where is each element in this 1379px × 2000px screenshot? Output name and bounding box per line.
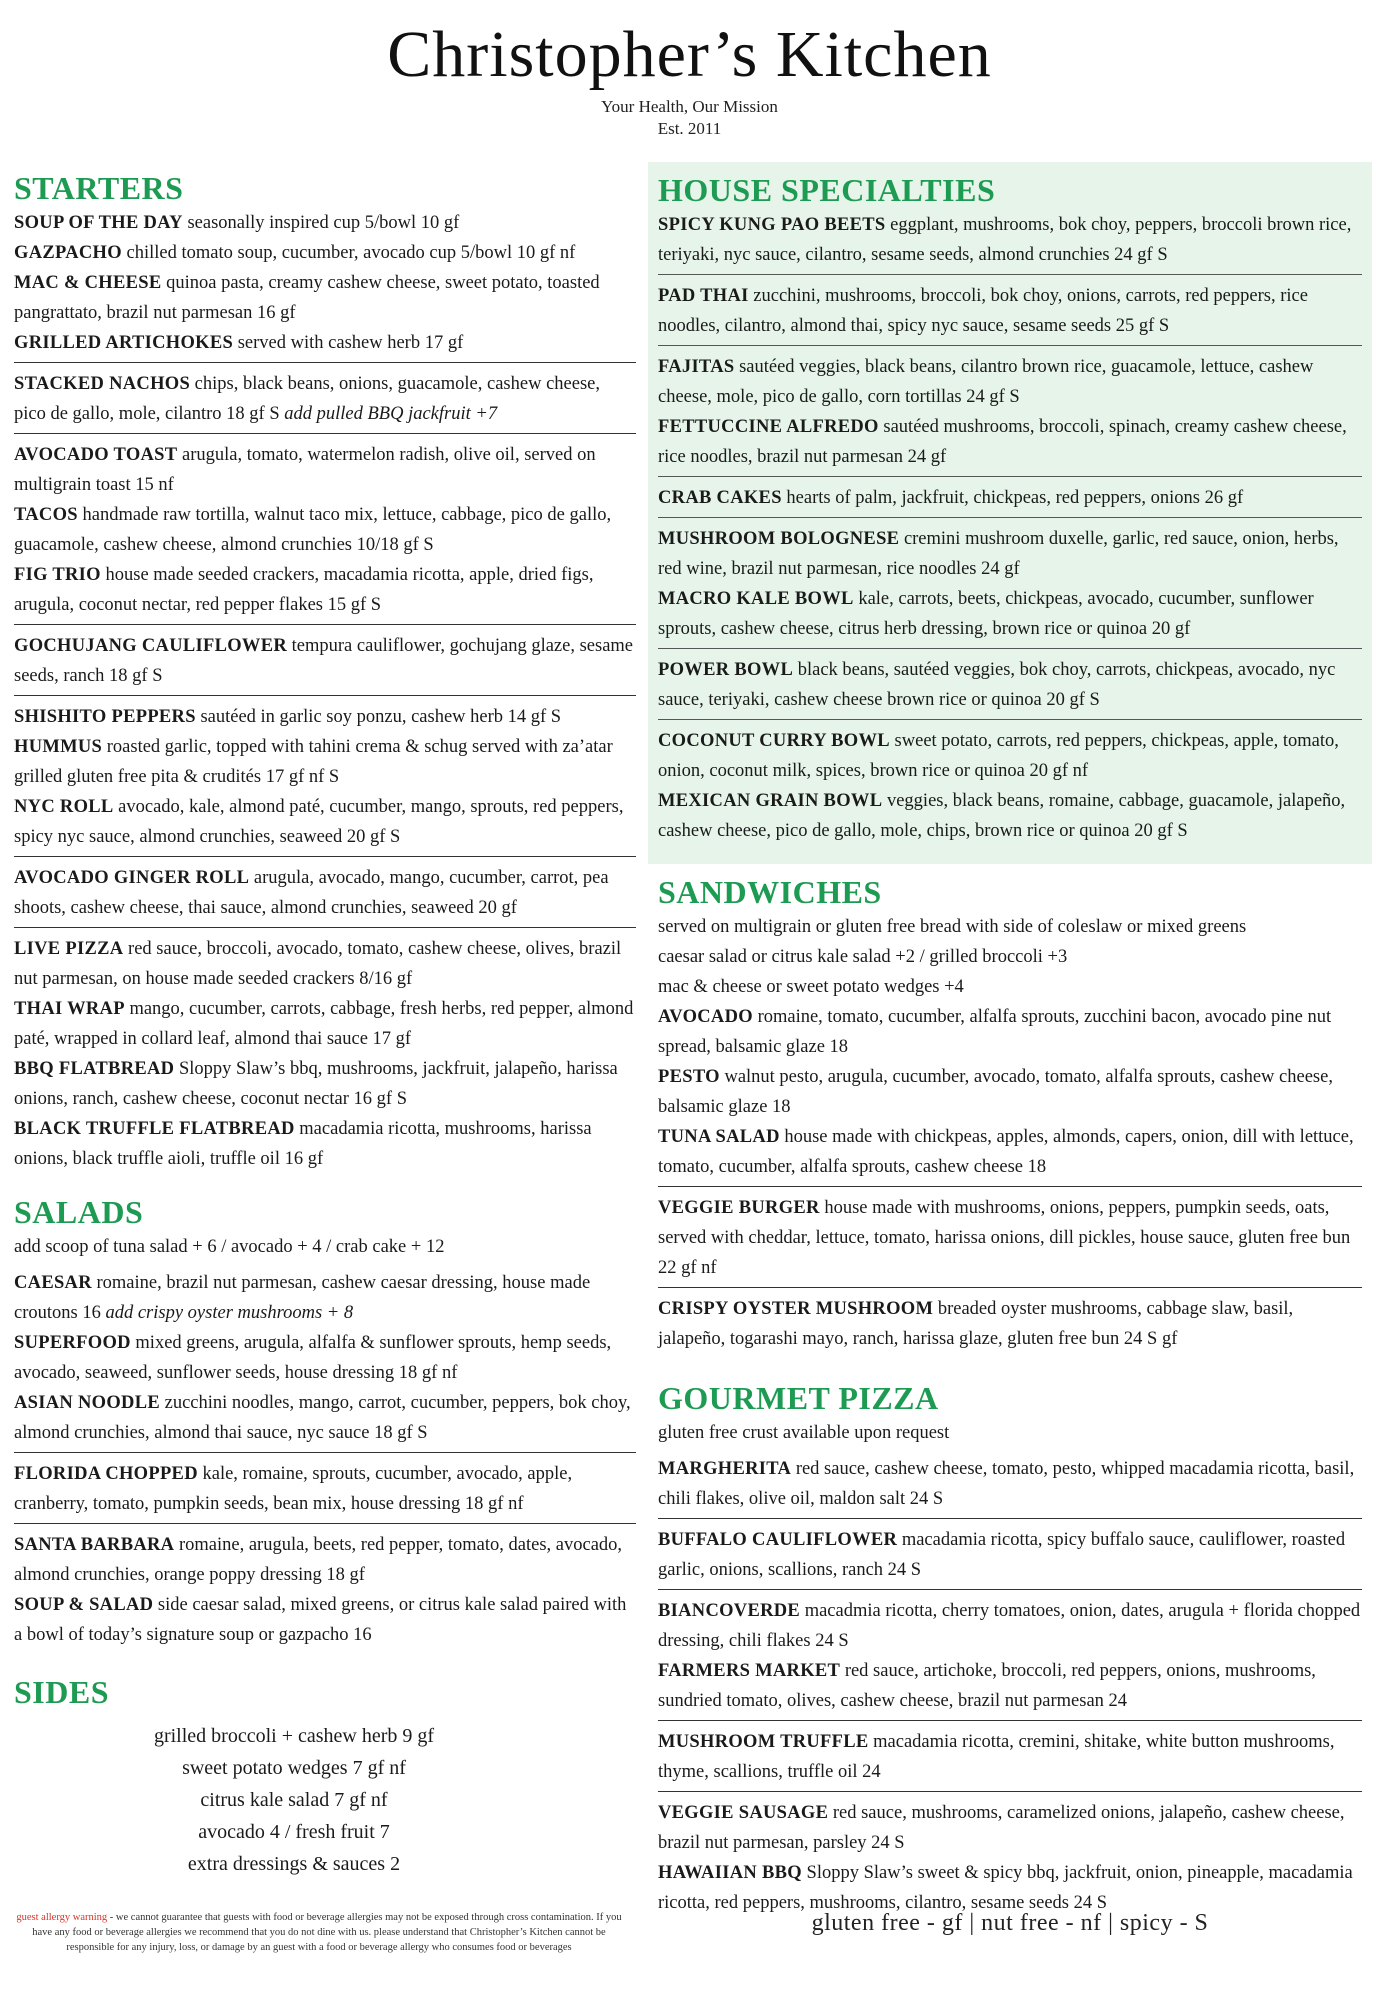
menu-item-name: GAZPACHO (14, 243, 122, 263)
menu-item-name: SANTA BARBARA (14, 1535, 175, 1555)
menu-block (658, 524, 1362, 649)
allergy-warning-label: guest allergy warning (16, 1912, 108, 1923)
menu-block (14, 863, 636, 928)
menu-item (14, 238, 636, 268)
menu-item (658, 412, 1362, 472)
menu-block (14, 369, 636, 434)
menu-item-name: TACOS (14, 505, 78, 525)
menu-header (0, 0, 1379, 140)
menu-item-description: cremini mushroom duxelle, garlic, red sauce, onion, herbs, red wine, brazil nut parmesan, rice noodles 24 gf (658, 529, 1339, 579)
menu-item (14, 208, 636, 238)
dietary-legend: gluten free - gf | nut free - nf | spicy - S (811, 1910, 1209, 1936)
salads-addons: add scoop of tuna salad + 6 / avocado + 4 / crab cake + 12 (14, 1237, 445, 1257)
menu-item-description: served with cashew herb 17 gf (233, 333, 464, 353)
menu-item-name: COCONUT CURRY BOWL (658, 731, 890, 751)
menu-item (14, 1114, 636, 1174)
menu-item-name: FETTUCCINE ALFREDO (658, 417, 879, 437)
menu-item-name: PAD THAI (658, 286, 749, 306)
menu-block (14, 440, 636, 625)
menu-block (658, 1454, 1362, 1519)
menu-item-name: CRAB CAKES (658, 488, 782, 508)
menu-item (14, 994, 636, 1054)
menu-block (658, 352, 1362, 477)
menu-item-name: MEXICAN GRAIN BOWL (658, 791, 883, 811)
menu-item-name: MAC & CHEESE (14, 273, 162, 293)
menu-item-name: AVOCADO GINGER ROLL (14, 868, 250, 888)
menu-item (14, 560, 636, 620)
menu-block (658, 1193, 1362, 1288)
menu-item-description: chips, black beans, onions, guacamole, cashew cheese, pico de gallo, mole, cilantro 18 gf S (14, 374, 600, 424)
menu-item (658, 210, 1362, 270)
menu-item (658, 1798, 1362, 1858)
pizza-title: GOURMET PIZZA (658, 1380, 939, 1416)
menu-item (14, 702, 636, 732)
menu-item-name: FAJITAS (658, 357, 735, 377)
menu-item (658, 1062, 1362, 1122)
specialties-title: HOUSE SPECIALTIES (658, 172, 996, 208)
menu-item-description: quinoa pasta, creamy cashew cheese, sweet potato, toasted pangrattato, brazil nut parmesan 16 gf (14, 273, 600, 323)
menu-item-description: kale, romaine, sprouts, cucumber, avocado, apple, cranberry, tomato, pumpkin seeds, bean mix, house dressing 18 gf nf (14, 1464, 573, 1514)
menu-item-description: breaded oyster mushrooms, cabbage slaw, basil, jalapeño, togarashi mayo, ranch, harissa glaze, gluten free bun 24 S gf (658, 1299, 1294, 1349)
menu-item (658, 1858, 1362, 1918)
menu-item-description: macadamia ricotta, cremini, shitake, white button mushrooms, thyme, scallions, truffle oil 24 (658, 1732, 1335, 1782)
menu-item-name: BIANCOVERDE (658, 1601, 801, 1621)
menu-item-description: eggplant, mushrooms, bok choy, peppers, broccoli brown rice, teriyaki, nyc sauce, cilantro, sesame seeds, almond crunchies 24 gf S (658, 215, 1352, 265)
right-column (648, 162, 1372, 1922)
established-year: Est. 2011 (657, 119, 722, 138)
menu-item (658, 584, 1362, 644)
menu-item-description: sautéed veggies, black beans, cilantro brown rice, guacamole, lettuce, cashew cheese, mole, pico de gallo, corn tortillas 24 gf S (658, 357, 1314, 407)
menu-item-name: TUNA SALAD (658, 1127, 780, 1147)
menu-item-description: roasted garlic, topped with tahini crema & schug served with za’atar grilled gluten free pita & crudités 17 gf nf S (14, 737, 613, 787)
menu-item (14, 1328, 636, 1388)
salads-title: SALADS (14, 1194, 144, 1230)
menu-item-description: romaine, arugula, beets, red pepper, tomato, dates, avocado, almond crunchies, orange poppy dressing 18 gf (14, 1535, 623, 1585)
menu-item (14, 1054, 636, 1114)
menu-block (14, 1459, 636, 1524)
menu-item-name: MUSHROOM BOLOGNESE (658, 529, 900, 549)
menu-item (658, 726, 1362, 786)
menu-item-description: macadmia ricotta, cherry tomatoes, onion, dates, arugula + florida chopped dressing, chili flakes 24 S (658, 1601, 1361, 1651)
menu-item (14, 792, 636, 852)
menu-block (658, 1294, 1362, 1358)
menu-item (658, 1656, 1362, 1716)
menu-item-name: GRILLED ARTICHOKES (14, 333, 234, 353)
menu-item-description: zucchini noodles, mango, carrot, cucumber, peppers, bok choy, almond crunchies, almond thai sauce, nyc sauce 18 gf S (14, 1393, 631, 1443)
menu-item-description: zucchini, mushrooms, broccoli, bok choy, onions, carrots, red peppers, rice noodles, cilantro, almond thai, spicy nyc sauce, sesame seeds 25 gf S (658, 286, 1308, 336)
menu-item (14, 1388, 636, 1448)
menu-item-description: veggies, black beans, romaine, cabbage, guacamole, jalapeño, cashew cheese, pico de gallo, mole, chips, brown rice or quinoa 20 gf S (658, 791, 1346, 841)
menu-item-name: VEGGIE BURGER (658, 1198, 820, 1218)
menu-block (658, 726, 1362, 850)
pizza-intro: gluten free crust available upon request (658, 1423, 950, 1443)
pizza-list (658, 1454, 1362, 1922)
menu-block (14, 631, 636, 696)
menu-block (658, 210, 1362, 275)
starters-list (14, 208, 636, 1178)
menu-item-description: macadamia ricotta, mushrooms, harissa onions, black truffle aioli, truffle oil 16 gf (14, 1119, 592, 1169)
menu-item-name: FIG TRIO (14, 565, 101, 585)
menu-item-description: macadamia ricotta, spicy buffalo sauce, cauliflower, roasted garlic, onions, scallions, ranch 24 S (658, 1530, 1346, 1580)
menu-item-name: HAWAIIAN BBQ (658, 1863, 802, 1883)
menu-item (14, 268, 636, 328)
sides-title: SIDES (14, 1674, 109, 1710)
menu-item-name: SOUP & SALAD (14, 1595, 154, 1615)
sandwiches-intro-line: served on multigrain or gluten free bread with side of coleslaw or mixed greens (658, 917, 1247, 937)
menu-item (14, 1590, 636, 1650)
sandwiches-intro (658, 912, 1362, 1002)
menu-item-name: STACKED NACHOS (14, 374, 191, 394)
menu-item (14, 863, 636, 923)
sandwiches-list (658, 1002, 1362, 1358)
menu-block (14, 934, 636, 1178)
menu-item-description: red sauce, artichoke, broccoli, red peppers, onions, mushrooms, sundried tomato, olives, cashew cheese, brazil nut parmesan 24 (658, 1661, 1316, 1711)
menu-item-description: romaine, brazil nut parmesan, cashew caesar dressing, house made croutons 16 (14, 1273, 591, 1323)
house-specialties-panel (648, 162, 1372, 864)
menu-item-description: Sloppy Slaw’s sweet & spicy bbq, jackfruit, onion, pineapple, macadamia ricotta, red peppers, mushrooms, cilantro, sesame seeds 24 S (658, 1863, 1353, 1913)
menu-item-name: NYC ROLL (14, 797, 114, 817)
left-column (14, 168, 636, 1955)
menu-item (658, 1122, 1362, 1182)
menu-item (14, 369, 636, 429)
menu-item-name: VEGGIE SAUSAGE (658, 1803, 829, 1823)
menu-item-description: mango, cucumber, carrots, cabbage, fresh herbs, red pepper, almond paté, wrapped in collard leaf, almond thai sauce 17 gf (14, 999, 634, 1049)
menu-item-name: MACRO KALE BOWL (658, 589, 854, 609)
menu-item (14, 1530, 636, 1590)
menu-item (658, 1294, 1362, 1354)
menu-block (14, 1268, 636, 1453)
menu-item-description: house made with mushrooms, onions, peppers, pumpkin seeds, oats, served with cheddar, lettuce, tomato, harissa onions, dill pickles, house sauce, gluten free bun 22 gf nf (658, 1198, 1351, 1278)
menu-item-description: side caesar salad, mixed greens, or citrus kale salad paired with a bowl of today’s signature soup or gazpacho 16 (14, 1595, 627, 1645)
menu-item-description: walnut pesto, arugula, cucumber, avocado, tomato, alfalfa sprouts, cashew cheese, balsamic glaze 18 (658, 1067, 1333, 1117)
menu-item (14, 1268, 636, 1328)
menu-item (658, 1193, 1362, 1283)
menu-item (658, 1596, 1362, 1656)
menu-item (14, 1459, 636, 1519)
menu-item-description: house made with chickpeas, apples, almonds, capers, onion, dill with lettuce, tomato, cucumber, alfalfa sprouts, cashew cheese 18 (658, 1127, 1354, 1177)
menu-item-name: SHISHITO PEPPERS (14, 707, 196, 727)
salads-list (14, 1268, 636, 1654)
menu-block (14, 702, 636, 857)
menu-item-description: sweet potato, carrots, red peppers, chickpeas, apple, tomato, onion, coconut milk, spices, brown rice or quinoa 20 gf nf (658, 731, 1339, 781)
side-item: grilled broccoli + cashew herb 9 gf (153, 1725, 435, 1747)
menu-item-description: red sauce, mushrooms, caramelized onions, jalapeño, cashew cheese, brazil nut parmesan, parsley 24 S (658, 1803, 1345, 1853)
sides-list (14, 1720, 574, 1880)
menu-item-name: BUFFALO CAULIFLOWER (658, 1530, 898, 1550)
menu-block (14, 208, 636, 363)
menu-item-name: SUPERFOOD (14, 1333, 131, 1353)
menu-item (658, 1727, 1362, 1787)
menu-item (14, 732, 636, 792)
sandwiches-title: SANDWICHES (658, 874, 882, 910)
menu-item-name: SPICY KUNG PAO BEETS (658, 215, 886, 235)
menu-item-description: kale, carrots, beets, chickpeas, avocado, cucumber, sunflower sprouts, cashew cheese, citrus herb dressing, brown rice or quinoa 20 gf (658, 589, 1314, 639)
menu-block (658, 1002, 1362, 1187)
menu-block (658, 1798, 1362, 1922)
menu-item (14, 440, 636, 500)
menu-item-name: AVOCADO TOAST (14, 445, 178, 465)
menu-item-name: MUSHROOM TRUFFLE (658, 1732, 869, 1752)
menu-item-name: THAI WRAP (14, 999, 125, 1019)
restaurant-title: Christopher’s Kitchen (387, 18, 992, 91)
menu-item-name: BBQ FLATBREAD (14, 1059, 175, 1079)
sandwiches-intro-line: caesar salad or citrus kale salad +2 / grilled broccoli +3 (658, 947, 1068, 967)
starters-title: STARTERS (14, 170, 184, 206)
menu-block (658, 655, 1362, 720)
allergy-warning (14, 1910, 624, 1955)
menu-item-description: chilled tomato soup, cucumber, avocado cup 5/bowl 10 gf nf (121, 243, 576, 263)
menu-item-description: tempura cauliflower, gochujang glaze, sesame seeds, ranch 18 gf S (14, 636, 634, 686)
menu-item-name: MARGHERITA (658, 1459, 792, 1479)
menu-item-name: HUMMUS (14, 737, 103, 757)
menu-item-name: PESTO (658, 1067, 720, 1087)
menu-item (658, 786, 1362, 846)
menu-item-name: CRISPY OYSTER MUSHROOM (658, 1299, 934, 1319)
menu-item-addon: add crispy oyster mushrooms + 8 (105, 1303, 354, 1323)
menu-item-description: handmade raw tortilla, walnut taco mix, lettuce, cabbage, pico de gallo, guacamole, cashew cheese, almond crunchies 10/18 gf S (14, 505, 612, 555)
menu-block (658, 1727, 1362, 1792)
sandwiches-intro-line: mac & cheese or sweet potato wedges +4 (658, 977, 964, 997)
menu-item-addon: add pulled BBQ jackfruit +7 (284, 404, 498, 424)
menu-item-description: black beans, sautéed veggies, bok choy, carrots, chickpeas, avocado, nyc sauce, teriyaki, cashew cheese brown rice or quinoa 20 gf S (658, 660, 1336, 710)
menu-item-description: Sloppy Slaw’s bbq, mushrooms, jackfruit, jalapeño, harissa onions, ranch, cashew cheese, coconut nectar 16 gf S (14, 1059, 618, 1109)
menu-item (14, 934, 636, 994)
menu-block (658, 1596, 1362, 1721)
side-item: sweet potato wedges 7 gf nf (182, 1757, 406, 1779)
menu-item-name: FLORIDA CHOPPED (14, 1464, 198, 1484)
menu-block (14, 1530, 636, 1654)
menu-item-name: FARMERS MARKET (658, 1661, 841, 1681)
menu-item-description: red sauce, cashew cheese, tomato, pesto, whipped macadamia ricotta, basil, chili flakes, olive oil, maldon salt 24 S (658, 1459, 1355, 1509)
menu-item-name: SOUP OF THE DAY (14, 213, 183, 233)
menu-item (14, 631, 636, 691)
menu-item-description: arugula, avocado, mango, cucumber, carrot, pea shoots, cashew cheese, thai sauce, almond crunchies, seaweed 20 gf (14, 868, 609, 918)
menu-item (14, 500, 636, 560)
menu-item-name: POWER BOWL (658, 660, 794, 680)
allergy-warning-text: - we cannot guarantee that guests with food or beverage allergies may not be exposed through cross contamination. If you have any food or beverage allergies we recommend that you do not dine with us. please understand that Christopher’s Kitchen cannot be responsible for any injury, loss, or damage by an guest with a food or beverage allergy who consumes food or beverages (32, 1912, 622, 1953)
menu-item-name: CAESAR (14, 1273, 92, 1293)
menu-item (658, 1525, 1362, 1585)
menu-item-description: arugula, tomato, watermelon radish, olive oil, served on multigrain toast 15 nf (14, 445, 596, 495)
menu-item (658, 655, 1362, 715)
menu-item (658, 352, 1362, 412)
menu-item-description: sautéed in garlic soy ponzu, cashew herb 14 gf S (195, 707, 562, 727)
menu-item-name: ASIAN NOODLE (14, 1393, 160, 1413)
menu-block (658, 281, 1362, 346)
menu-item-description: avocado, kale, almond paté, cucumber, mango, sprouts, red peppers, spicy nyc sauce, almond crunchies, seaweed 20 gf S (14, 797, 624, 847)
menu-item-description: red sauce, broccoli, avocado, tomato, cashew cheese, olives, brazil nut parmesan, on house made seeded crackers 8/16 gf (14, 939, 622, 989)
menu-block (658, 1525, 1362, 1590)
side-item: avocado 4 / fresh fruit 7 (198, 1821, 390, 1843)
menu-item-description: seasonally inspired cup 5/bowl 10 gf (182, 213, 460, 233)
tagline: Your Health, Our Mission (601, 97, 778, 116)
menu-item-name: LIVE PIZZA (14, 939, 124, 959)
menu-block (658, 483, 1362, 518)
menu-item (658, 524, 1362, 584)
menu-item (658, 1454, 1362, 1514)
side-item: citrus kale salad 7 gf nf (200, 1789, 388, 1811)
menu-item-name: BLACK TRUFFLE FLATBREAD (14, 1119, 295, 1139)
menu-item-description: hearts of palm, jackfruit, chickpeas, red peppers, onions 26 gf (781, 488, 1244, 508)
menu-item-description: mixed greens, arugula, alfalfa & sunflower sprouts, hemp seeds, avocado, seaweed, sunflower seeds, house dressing 18 gf nf (14, 1333, 612, 1383)
menu-item (658, 281, 1362, 341)
menu-item-description: house made seeded crackers, macadamia ricotta, apple, dried figs, arugula, coconut nectar, red pepper flakes 15 gf S (14, 565, 594, 615)
menu-item (14, 328, 636, 358)
specialties-list (658, 210, 1362, 850)
menu-item-name: GOCHUJANG CAULIFLOWER (14, 636, 288, 656)
menu-item-description: sautéed mushrooms, broccoli, spinach, creamy cashew cheese, rice noodles, brazil nut parmesan 24 gf (658, 417, 1347, 467)
menu-item-description: romaine, tomato, cucumber, alfalfa sprouts, zucchini bacon, avocado pine nut spread, balsamic glaze 18 (658, 1007, 1332, 1057)
menu-item (658, 483, 1362, 513)
menu-item (658, 1002, 1362, 1062)
menu-item-name: AVOCADO (658, 1007, 753, 1027)
side-item: extra dressings & sauces 2 (187, 1853, 401, 1875)
